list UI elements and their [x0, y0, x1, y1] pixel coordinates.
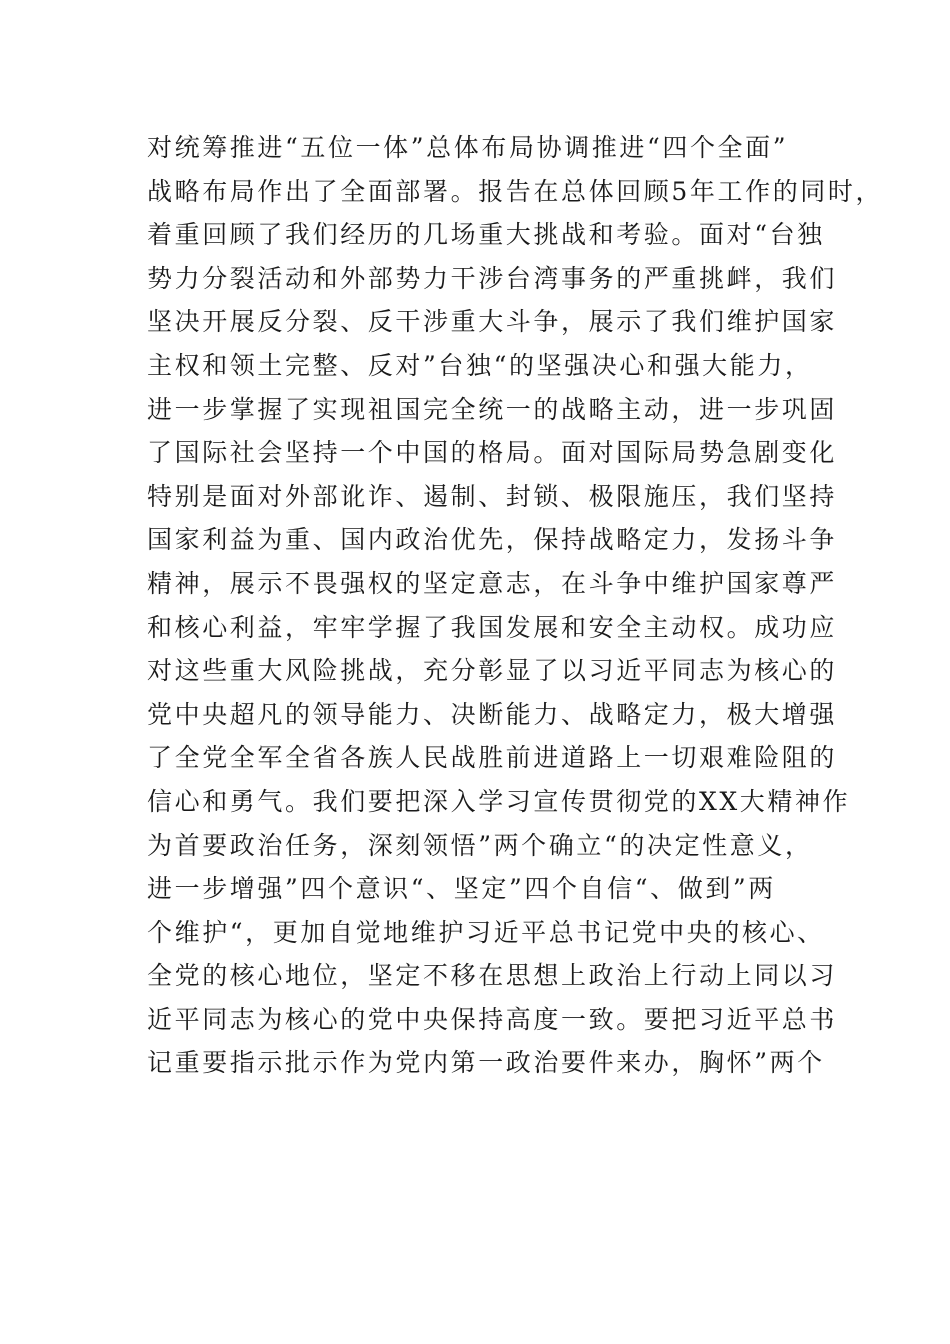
text-line-12: 和核心利益，牢牢学握了我国发展和安全主动权。成功应: [147, 612, 838, 642]
text-line-16: 信心和勇气。我们要把深入学习宣传贯彻党的XX大精神作: [147, 786, 851, 816]
text-line-10: 国家利益为重、国内政治优先，保持战略定力，发扬斗争: [147, 525, 838, 555]
text-line-15: 了全党全军全省各族人民战胜前进道路上一切艰难险阻的: [147, 743, 838, 773]
text-line-8: 了国际社会坚持一个中国的格局。面对国际局势急剧变化: [147, 438, 838, 468]
text-line-11: 精神，展示不畏强权的坚定意志，在斗争中维护国家尊严: [147, 568, 838, 598]
text-line-17: 为首要政治任务，深刻领悟”两个确立“的决定性意义，: [147, 830, 813, 860]
text-line-2: 战略布局作出了全面部署。报告在总体回顾5年工作的同时，: [147, 176, 884, 206]
text-line-21: 近平同志为核心的党中央保持高度一致。要把习近平总书: [147, 1004, 838, 1034]
text-line-20: 全党的核心地位，坚定不移在思想上政治上行动上同以习: [147, 961, 838, 991]
text-line-4: 势力分裂活动和外部势力干涉台湾事务的严重挑衅，我们: [147, 263, 838, 293]
text-line-7: 进一步掌握了实现祖国完全统一的战略主动，进一步巩固: [147, 394, 838, 424]
body-paragraph: [147, 128, 884, 1087]
text-line-14: 党中央超凡的领导能力、决断能力、战略定力，极大增强: [147, 699, 838, 729]
text-line-1: 对统筹推进“五位一体”总体布局协调推进“四个全面”: [147, 133, 789, 162]
text-line-18: 进一步增强”四个意识“、坚定”四个自信“、做到”两: [147, 874, 776, 904]
text-line-5: 坚决开展反分裂、反干涉重大斗争，展示了我们维护国家: [147, 307, 838, 337]
text-line-13: 对这些重大风险挑战，充分彰显了以习近平同志为核心的: [147, 656, 838, 686]
text-line-9: 特别是面对外部讹诈、遏制、封锁、极限施压，我们坚持: [147, 481, 838, 511]
text-line-6: 主权和领土完整、反对”台独“的坚强决心和强大能力，: [147, 350, 813, 380]
text-line-19: 个维护“，更加自觉地维护习近平总书记党中央的核心、: [147, 917, 825, 947]
text-line-22: 记重要指示批示作为党内第一政治要件来办，胸怀”两个: [147, 1048, 825, 1078]
text-line-3: 着重回顾了我们经历的几场重大挑战和考验。面对“台独: [147, 220, 825, 250]
